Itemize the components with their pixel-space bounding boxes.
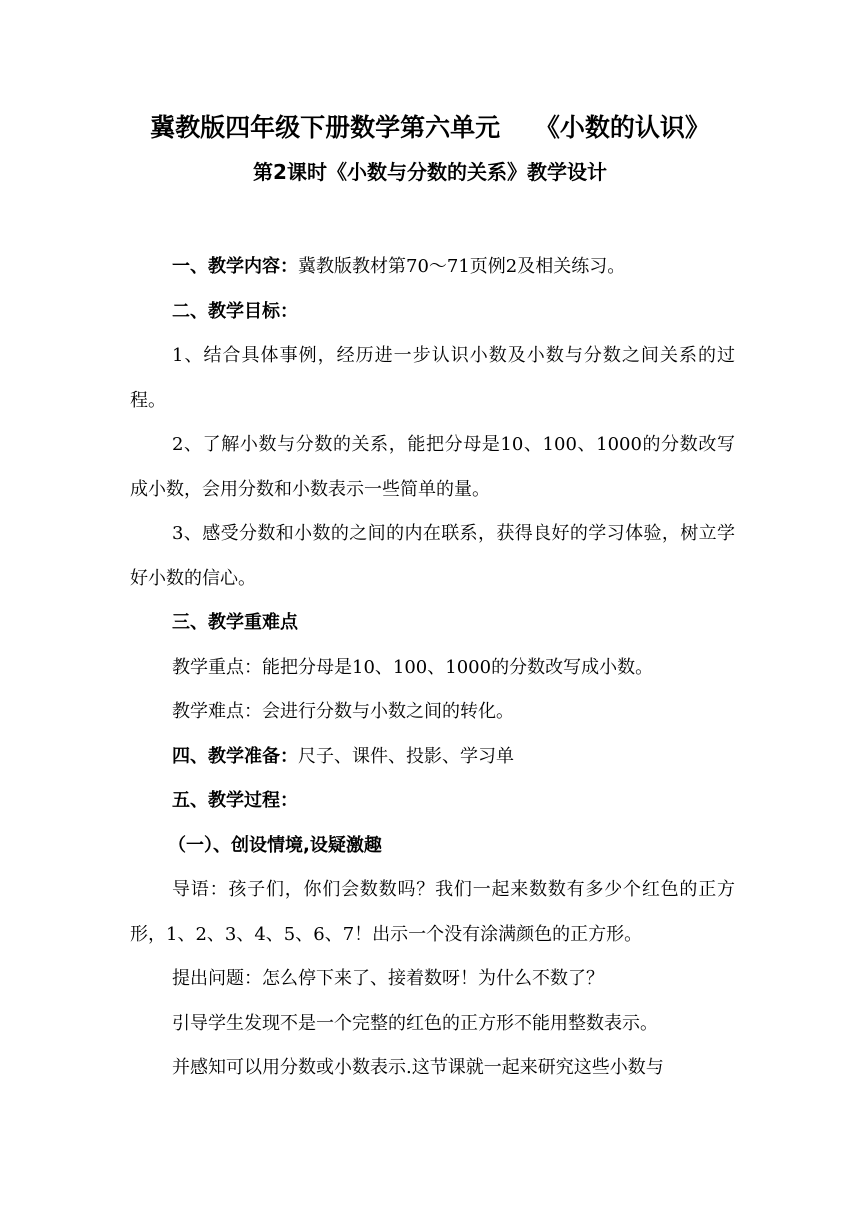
- process-paragraph: 导语：孩子们，你们会数数吗？我们一起来数数有多少个红色的正方形，1、2、3、4、5、6、7！出示一个没有涂满颜色的正方形。: [130, 879, 735, 945]
- objectives-heading: 二、教学目标：: [172, 300, 298, 322]
- objective-item: 2、了解小数与分数的关系，能把分母是10、100、1000的分数改写成小数，会用分数和小数表示一些简单的量。: [130, 434, 735, 500]
- document-title: 冀教版四年级下册数学第六单元 《小数的认识》: [150, 113, 710, 142]
- objectives-heading-paragraph: [130, 290, 735, 335]
- process-paragraph: 并感知可以用分数或小数表示.这节课就一起来研究这些小数与: [172, 1057, 664, 1078]
- content-text: 冀教版教材第70～71页例2及相关练习。: [298, 256, 626, 277]
- preparation-paragraph: [130, 735, 735, 780]
- process-heading: 五、教学过程：: [172, 790, 298, 811]
- objective-item: 1、结合具体事例，经历进一步认识小数及小数与分数之间关系的过程。: [130, 345, 735, 411]
- preparation-text: 尺子、课件、投影、学习单: [298, 745, 514, 767]
- document-body: [130, 245, 735, 1091]
- key-point-focus: 教学重点：能把分母是10、100、1000的分数改写成小数。: [172, 656, 654, 678]
- process-section1-heading: （一）、创设情境,设疑激趣: [168, 834, 382, 856]
- process-paragraph: 引导学生发现不是一个完整的红色的正方形不能用整数表示。: [172, 1012, 658, 1034]
- document-subtitle: 第2课时《小数与分数的关系》教学设计: [253, 160, 607, 184]
- process-heading-paragraph: [130, 779, 735, 824]
- key-point-difficulty: 教学难点：会进行分数与小数之间的转化。: [172, 701, 514, 722]
- key-points-heading: 三、教学重难点: [172, 612, 298, 633]
- process-section1-paragraph: [130, 824, 735, 869]
- preparation-heading: 四、教学准备：: [172, 745, 298, 767]
- key-points-heading-paragraph: [130, 601, 735, 646]
- objective-item: 3、感受分数和小数的之间的内在联系，获得良好的学习体验，树立学好小数的信心。: [130, 523, 735, 589]
- process-paragraph: 提出问题：怎么停下来了、接着数呀！为什么不数了？: [172, 968, 604, 989]
- content-paragraph: [130, 245, 735, 290]
- content-heading: 一、教学内容：: [172, 256, 298, 277]
